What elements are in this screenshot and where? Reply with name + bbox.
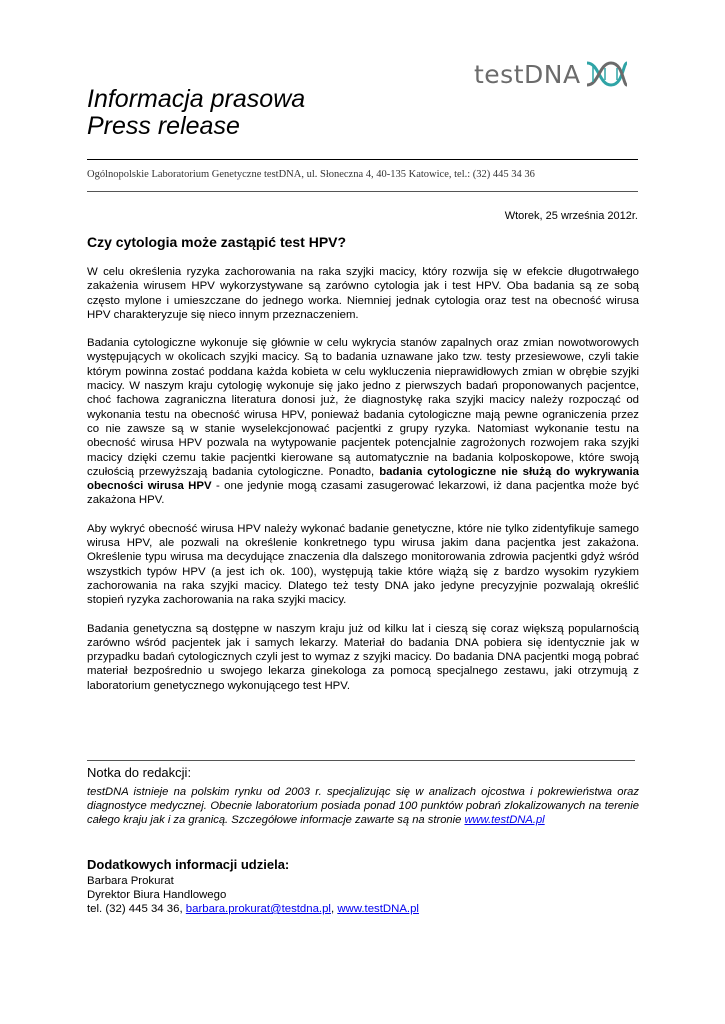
article-body (87, 265, 639, 707)
paragraph-2-start: Badania cytologiczne wykonuje się głównie w celu wykrycia stanów zapalnych oraz zmian nowotworowych występujących w okolicach szyjki macicy. Są to badania uznawane jako tzw. testy przesiewowe, czyli takie którym powinna zostać poddana każda kobieta w celu wykluczenia nieprawidłowych zmian w obrębie szyjki macicy. W naszym kraju cytologię wykonuje się jako jedno z pierwszych badań proponowanych pacjentce, choć fachowa zagraniczna literatura donosi już, że diagnostykę raka szyjki macicy należy rozpocząć od wykonania testu na obecność wirusa HPV, ponieważ badania cytologiczne mają pewne ograniczenia przez co nie zawsze są w stanie wyselekcjonować pacjentki z grupy ryzyka. Natomiast wykonanie testu na obecność wirusa HPV pozwala na wytypowanie pacjentek potencjalnie zagrożonych rozwojem raka szyjki macicy dzięki czemu takie pacjentki kierowane są automatycznie na badania kolposkopowe, które swoją czułością przewyższają badania cytologiczne. Ponadto, (87, 337, 639, 478)
paragraph-2-bold: badania cytologiczne nie służą do wykrywania obecności wirusa HPV (87, 465, 640, 493)
header-divider-top (87, 159, 638, 160)
contact-details (87, 874, 419, 916)
contact-email-link[interactable]: barbara.prokurat@testdna.pl (185, 903, 331, 915)
contact-position: Dyrektor Biura Handlowego (87, 889, 227, 901)
contact-separator: , (330, 903, 338, 915)
paragraph-1: W celu określenia ryzyka zachorowania na raka szyjki macicy, który rozwija się w efekcie długotrwałego zakażenia wirusem HPV wykorzystywane są zarówno cytologia jak i test HPV. Oba badania są ze sobą często mylone i umieszczane do jednego worka. Niemniej jednak cytologia oraz test na obecność wirusa HPV charakteryzuje się nieco innym przeznaczeniem. (87, 266, 639, 321)
notes-text (87, 786, 639, 828)
release-date: Wtorek, 25 września 2012r. (504, 210, 638, 222)
notes-divider (87, 760, 635, 761)
title-polish: Informacja prasowa (87, 85, 306, 113)
contact-phone: tel. (32) 445 34 36, (87, 903, 186, 915)
dna-helix-icon (585, 59, 629, 89)
header-divider-bottom (87, 191, 638, 192)
contact-website-link[interactable]: www.testDNA.pl (337, 903, 419, 915)
contact-line (87, 902, 419, 916)
paragraph-2-end: - one jedynie mogą czasami zasugerować lekarzowi, iż dana pacjentka może być zakażona HPV. (87, 480, 639, 507)
notes-body: testDNA istnieje na polskim rynku od 2003 r. specjalizując się w analizach ojcostwa i pokrewieństwa oraz diagnostyce medycznej. Obecnie laboratorium posiada ponad 100 punktów pobrań zlokalizowanych na terenie całego kraju jak i za granicą. Szczegółowe informacje zawarte są na stronie (87, 786, 639, 826)
article-heading: Czy cytologia może zastąpić test HPV? (87, 234, 347, 250)
lab-address: Ogólnopolskie Laboratorium Genetyczne testDNA, ul. Słoneczna 4, 40-135 Katowice, tel.: (32) 445 34 36 (87, 169, 535, 180)
paragraph-4: Badania genetyczna są dostępne w naszym kraju już od kilku lat i cieszą się coraz większą popularnością zarówno wśród pacjentek jak i samych lekarzy. Materiał do badania DNA pobiera się identycznie jak w przypadku badań cytologicznych czyli jest to wymaz z szyjki macicy. Do badania DNA pacjentki mogą pobrać materiał bezpośrednio u swojego lekarza ginekologa za pomocą specjalnego zestawu, jaki otrzymują z laboratorium genetycznego wykonującego test HPV. (87, 622, 639, 692)
paragraph-2 (87, 336, 639, 508)
logo-text: testDNA (474, 59, 581, 89)
testdna-logo (474, 57, 649, 91)
notes-title: Notka do redakcji: (87, 765, 192, 780)
paragraph-3: Aby wykryć obecność wirusa HPV należy wykonać badanie genetyczne, które nie tylko zidentyfikuje samego wirusa HPV, ale pozwali na określenie konkretnego typu wirusa jakim dana pacjentka jest zakażona. Określenie typu wirusa ma decydujące znaczenia dla dalszego monitorowania zdrowia pacjentki gdyż wśród wszystkich typów HPV (a jest ich ok. 100), występują takie które wiążą się z bardzo wysokim ryzykiem zachorowania na raka szyjki macicy. Dlatego też testy DNA jako jedyne precyzyjnie pozwalają określić stopień ryzyka zachorowania na raka szyjki macicy. (87, 522, 639, 607)
document-title (87, 86, 305, 140)
contact-title: Dodatkowych informacji udziela: (87, 857, 290, 872)
contact-name: Barbara Prokurat (87, 875, 174, 887)
title-english: Press release (87, 112, 240, 140)
notes-website-link[interactable]: www.testDNA.pl (464, 813, 545, 826)
